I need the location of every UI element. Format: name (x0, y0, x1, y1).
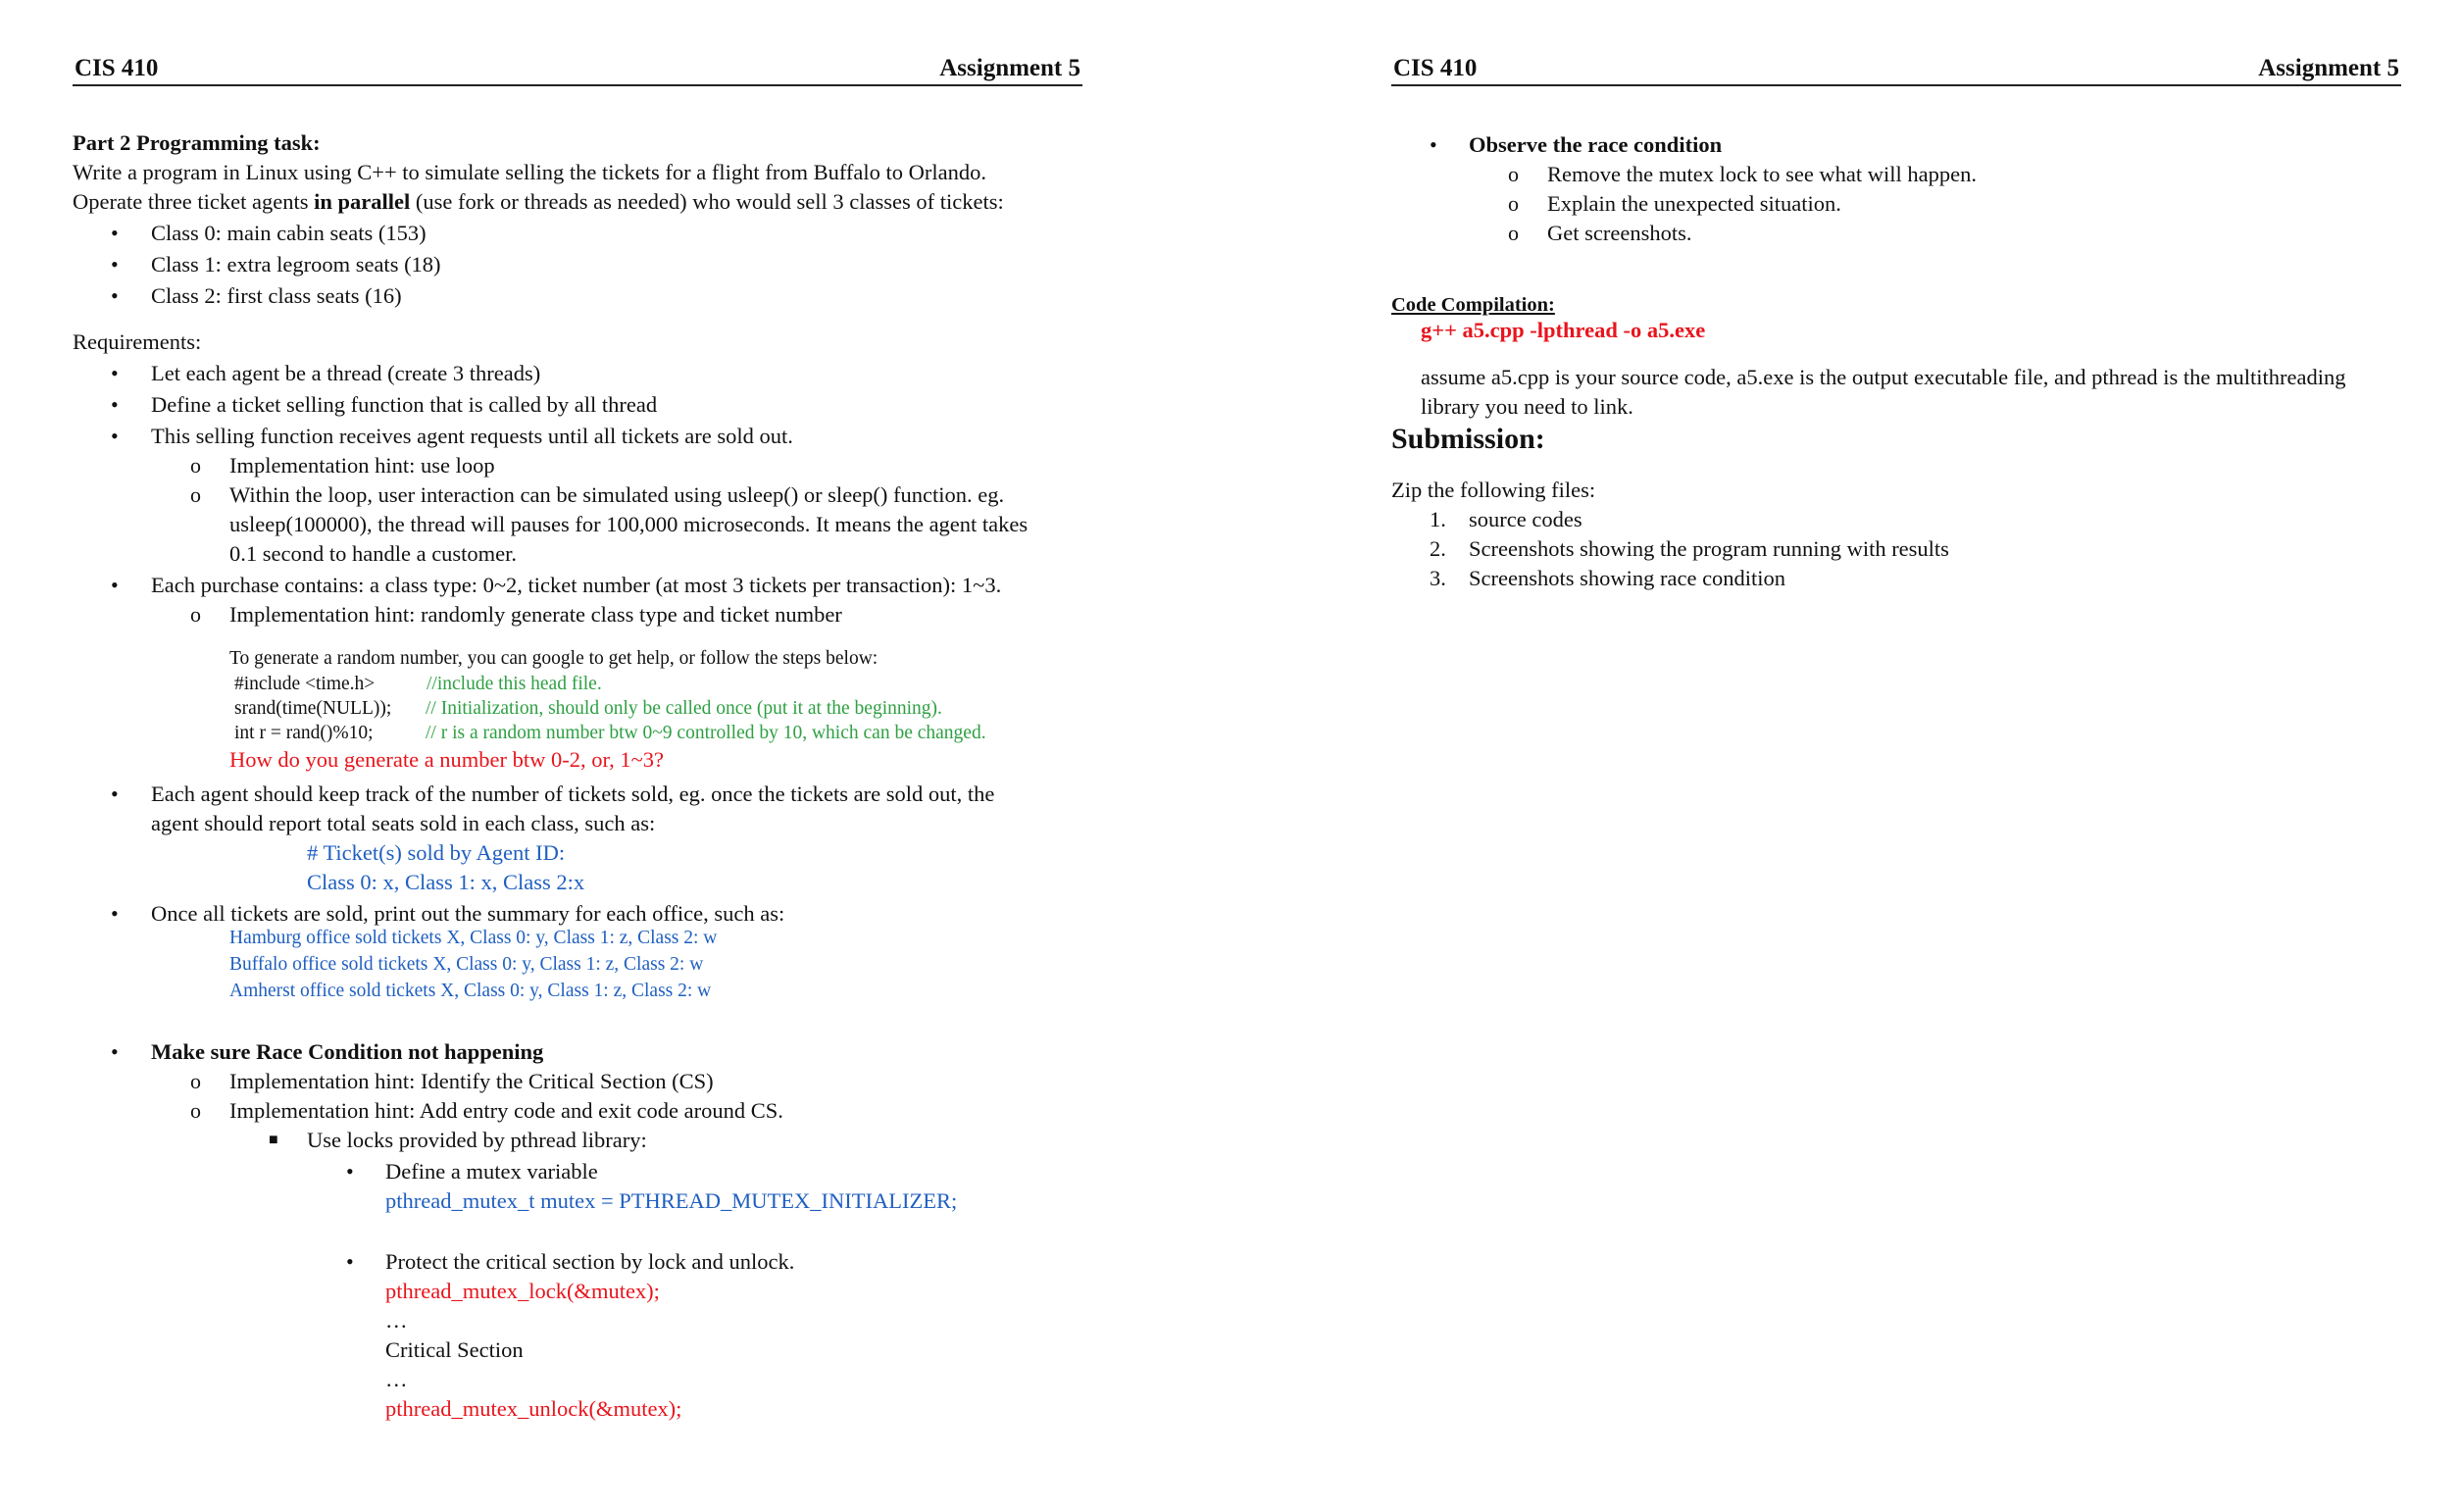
assignment-title: Assignment 5 (2258, 55, 2399, 81)
bullet-icon: • (111, 221, 119, 245)
part-title: Part 2 Programming task: (73, 130, 321, 155)
observe-race-title: Observe the race condition (1469, 132, 1723, 157)
circle-bullet-icon: o (1508, 221, 1519, 245)
requirement-2: Define a ticket selling function that is called by all thread (151, 392, 658, 417)
right-page (1230, 0, 2461, 1512)
summary-line-1: Hamburg office sold tickets X, Class 0: y, Class 1: z, Class 2: w (229, 928, 718, 948)
use-locks: Use locks provided by pthread library: (307, 1128, 647, 1152)
file-item-3: Screenshots showing race condition (1469, 566, 1786, 590)
hint-critical-section: Implementation hint: Identify the Critical Section (CS) (229, 1069, 714, 1093)
circle-bullet-icon: o (1508, 191, 1519, 216)
requirement-6: Once all tickets are sold, print out the summary for each office, such as: (151, 901, 785, 926)
requirement-5-line-1: Each agent should keep track of the number of tickets sold, eg. once the tickets are sold out, the (151, 781, 995, 806)
hint-sleep-line-3: 0.1 second to handle a customer. (229, 541, 518, 566)
hint-sleep-line-2: usleep(100000), the thread will pauses for 100,000 microseconds. It means the agent takes (229, 512, 1029, 536)
page-header (73, 51, 1082, 86)
intro-line-1: Write a program in Linux using C++ to simulate selling the tickets for a flight from Buffalo to Orlando. (73, 160, 987, 184)
class-item-0: Class 0: main cabin seats (153) (151, 221, 427, 245)
bullet-icon: • (111, 252, 119, 277)
list-number: 2. (1430, 536, 1446, 561)
bullet-icon: • (1430, 132, 1437, 157)
code-srand-comment: // Initialization, should only be called once (put it at the beginning). (426, 698, 942, 719)
circle-bullet-icon: o (190, 453, 201, 478)
requirements-label: Requirements: (73, 329, 202, 354)
course-title: CIS 410 (75, 55, 159, 81)
bullet-icon: • (346, 1249, 354, 1274)
hint-entry-exit: Implementation hint: Add entry code and exit code around CS. (229, 1098, 783, 1123)
bullet-icon: • (111, 424, 119, 448)
code-rand: int r = rand()%10; (234, 723, 374, 743)
mutex-unlock-call: pthread_mutex_unlock(&mutex); (385, 1396, 682, 1421)
compile-label: Code Compilation: (1391, 294, 1555, 316)
code-include: #include <time.h> (234, 674, 376, 694)
observe-item-1: Remove the mutex lock to see what will happen. (1547, 162, 1978, 186)
compile-command: g++ a5.cpp -lpthread -o a5.exe (1421, 318, 1706, 342)
agent-report-line-1: # Ticket(s) sold by Agent ID: (307, 840, 566, 865)
assume-line-2: library you need to link. (1421, 394, 1633, 419)
random-question: How do you generate a number btw 0-2, or, 1~3? (229, 747, 665, 772)
requirement-5-line-2: agent should report total seats sold in each class, such as: (151, 811, 656, 835)
requirement-1: Let each agent be a thread (create 3 threads) (151, 361, 541, 385)
page-header (1391, 51, 2401, 86)
circle-bullet-icon: o (190, 1098, 201, 1123)
protect-critical-section: Protect the critical section by lock and unlock. (385, 1249, 795, 1274)
agent-report-line-2: Class 0: x, Class 1: x, Class 2:x (307, 870, 585, 894)
critical-section-label: Critical Section (385, 1337, 524, 1362)
hint-loop: Implementation hint: use loop (229, 453, 495, 478)
list-number: 1. (1430, 507, 1446, 531)
race-condition-title: Make sure Race Condition not happening (151, 1039, 544, 1064)
left-page (0, 0, 1230, 1512)
random-intro: To generate a random number, you can google to get help, or follow the steps below: (229, 648, 879, 669)
bullet-icon: • (111, 573, 119, 597)
course-title: CIS 410 (1393, 55, 1478, 81)
code-srand: srand(time(NULL)); (234, 698, 392, 719)
hint-random: Implementation hint: randomly generate class type and ticket number (229, 602, 842, 627)
zip-label: Zip the following files: (1391, 478, 1596, 502)
mutex-declaration: pthread_mutex_t mutex = PTHREAD_MUTEX_INITIALIZER; (385, 1188, 958, 1213)
define-mutex: Define a mutex variable (385, 1159, 598, 1184)
submission-heading: Submission: (1391, 423, 1545, 455)
bullet-icon: • (346, 1159, 354, 1184)
summary-line-3: Amherst office sold tickets X, Class 0: y, Class 1: z, Class 2: w (229, 981, 712, 1001)
file-item-1: source codes (1469, 507, 1582, 531)
requirement-4: Each purchase contains: a class type: 0~2, ticket number (at most 3 tickets per transaction): 1~3. (151, 573, 1002, 597)
bullet-icon: • (111, 361, 119, 385)
circle-bullet-icon: o (190, 482, 201, 507)
hint-sleep-line-1: Within the loop, user interaction can be simulated using usleep() or sleep() function. eg. (229, 482, 1005, 507)
assume-line-1: assume a5.cpp is your source code, a5.exe is the output executable file, and pthread is the multithreading (1421, 365, 2346, 389)
bullet-icon: • (111, 392, 119, 417)
ellipsis: … (385, 1308, 408, 1333)
mutex-lock-call: pthread_mutex_lock(&mutex); (385, 1279, 660, 1303)
observe-item-3: Get screenshots. (1547, 221, 1692, 245)
file-item-2: Screenshots showing the program running with results (1469, 536, 1949, 561)
square-bullet-icon: ■ (269, 1132, 278, 1148)
bullet-icon: • (111, 1039, 119, 1064)
class-item-1: Class 1: extra legroom seats (18) (151, 252, 441, 277)
class-item-2: Class 2: first class seats (16) (151, 283, 402, 308)
bullet-icon: • (111, 283, 119, 308)
circle-bullet-icon: o (1508, 162, 1519, 186)
bullet-icon: • (111, 781, 119, 806)
circle-bullet-icon: o (190, 602, 201, 627)
ellipsis: … (385, 1367, 408, 1391)
bullet-icon: • (111, 901, 119, 926)
list-number: 3. (1430, 566, 1446, 590)
summary-line-2: Buffalo office sold tickets X, Class 0: y, Class 1: z, Class 2: w (229, 954, 704, 975)
observe-item-2: Explain the unexpected situation. (1547, 191, 1841, 216)
code-rand-comment: // r is a random number btw 0~9 controlled by 10, which can be changed. (426, 723, 986, 743)
circle-bullet-icon: o (190, 1069, 201, 1093)
intro-line-2: Operate three ticket agents in parallel (use fork or threads as needed) who would sell 3 classes of tickets: (73, 189, 1004, 214)
code-include-comment: //include this head file. (427, 674, 602, 694)
requirement-3: This selling function receives agent requests until all tickets are sold out. (151, 424, 793, 448)
assignment-title: Assignment 5 (939, 55, 1080, 81)
